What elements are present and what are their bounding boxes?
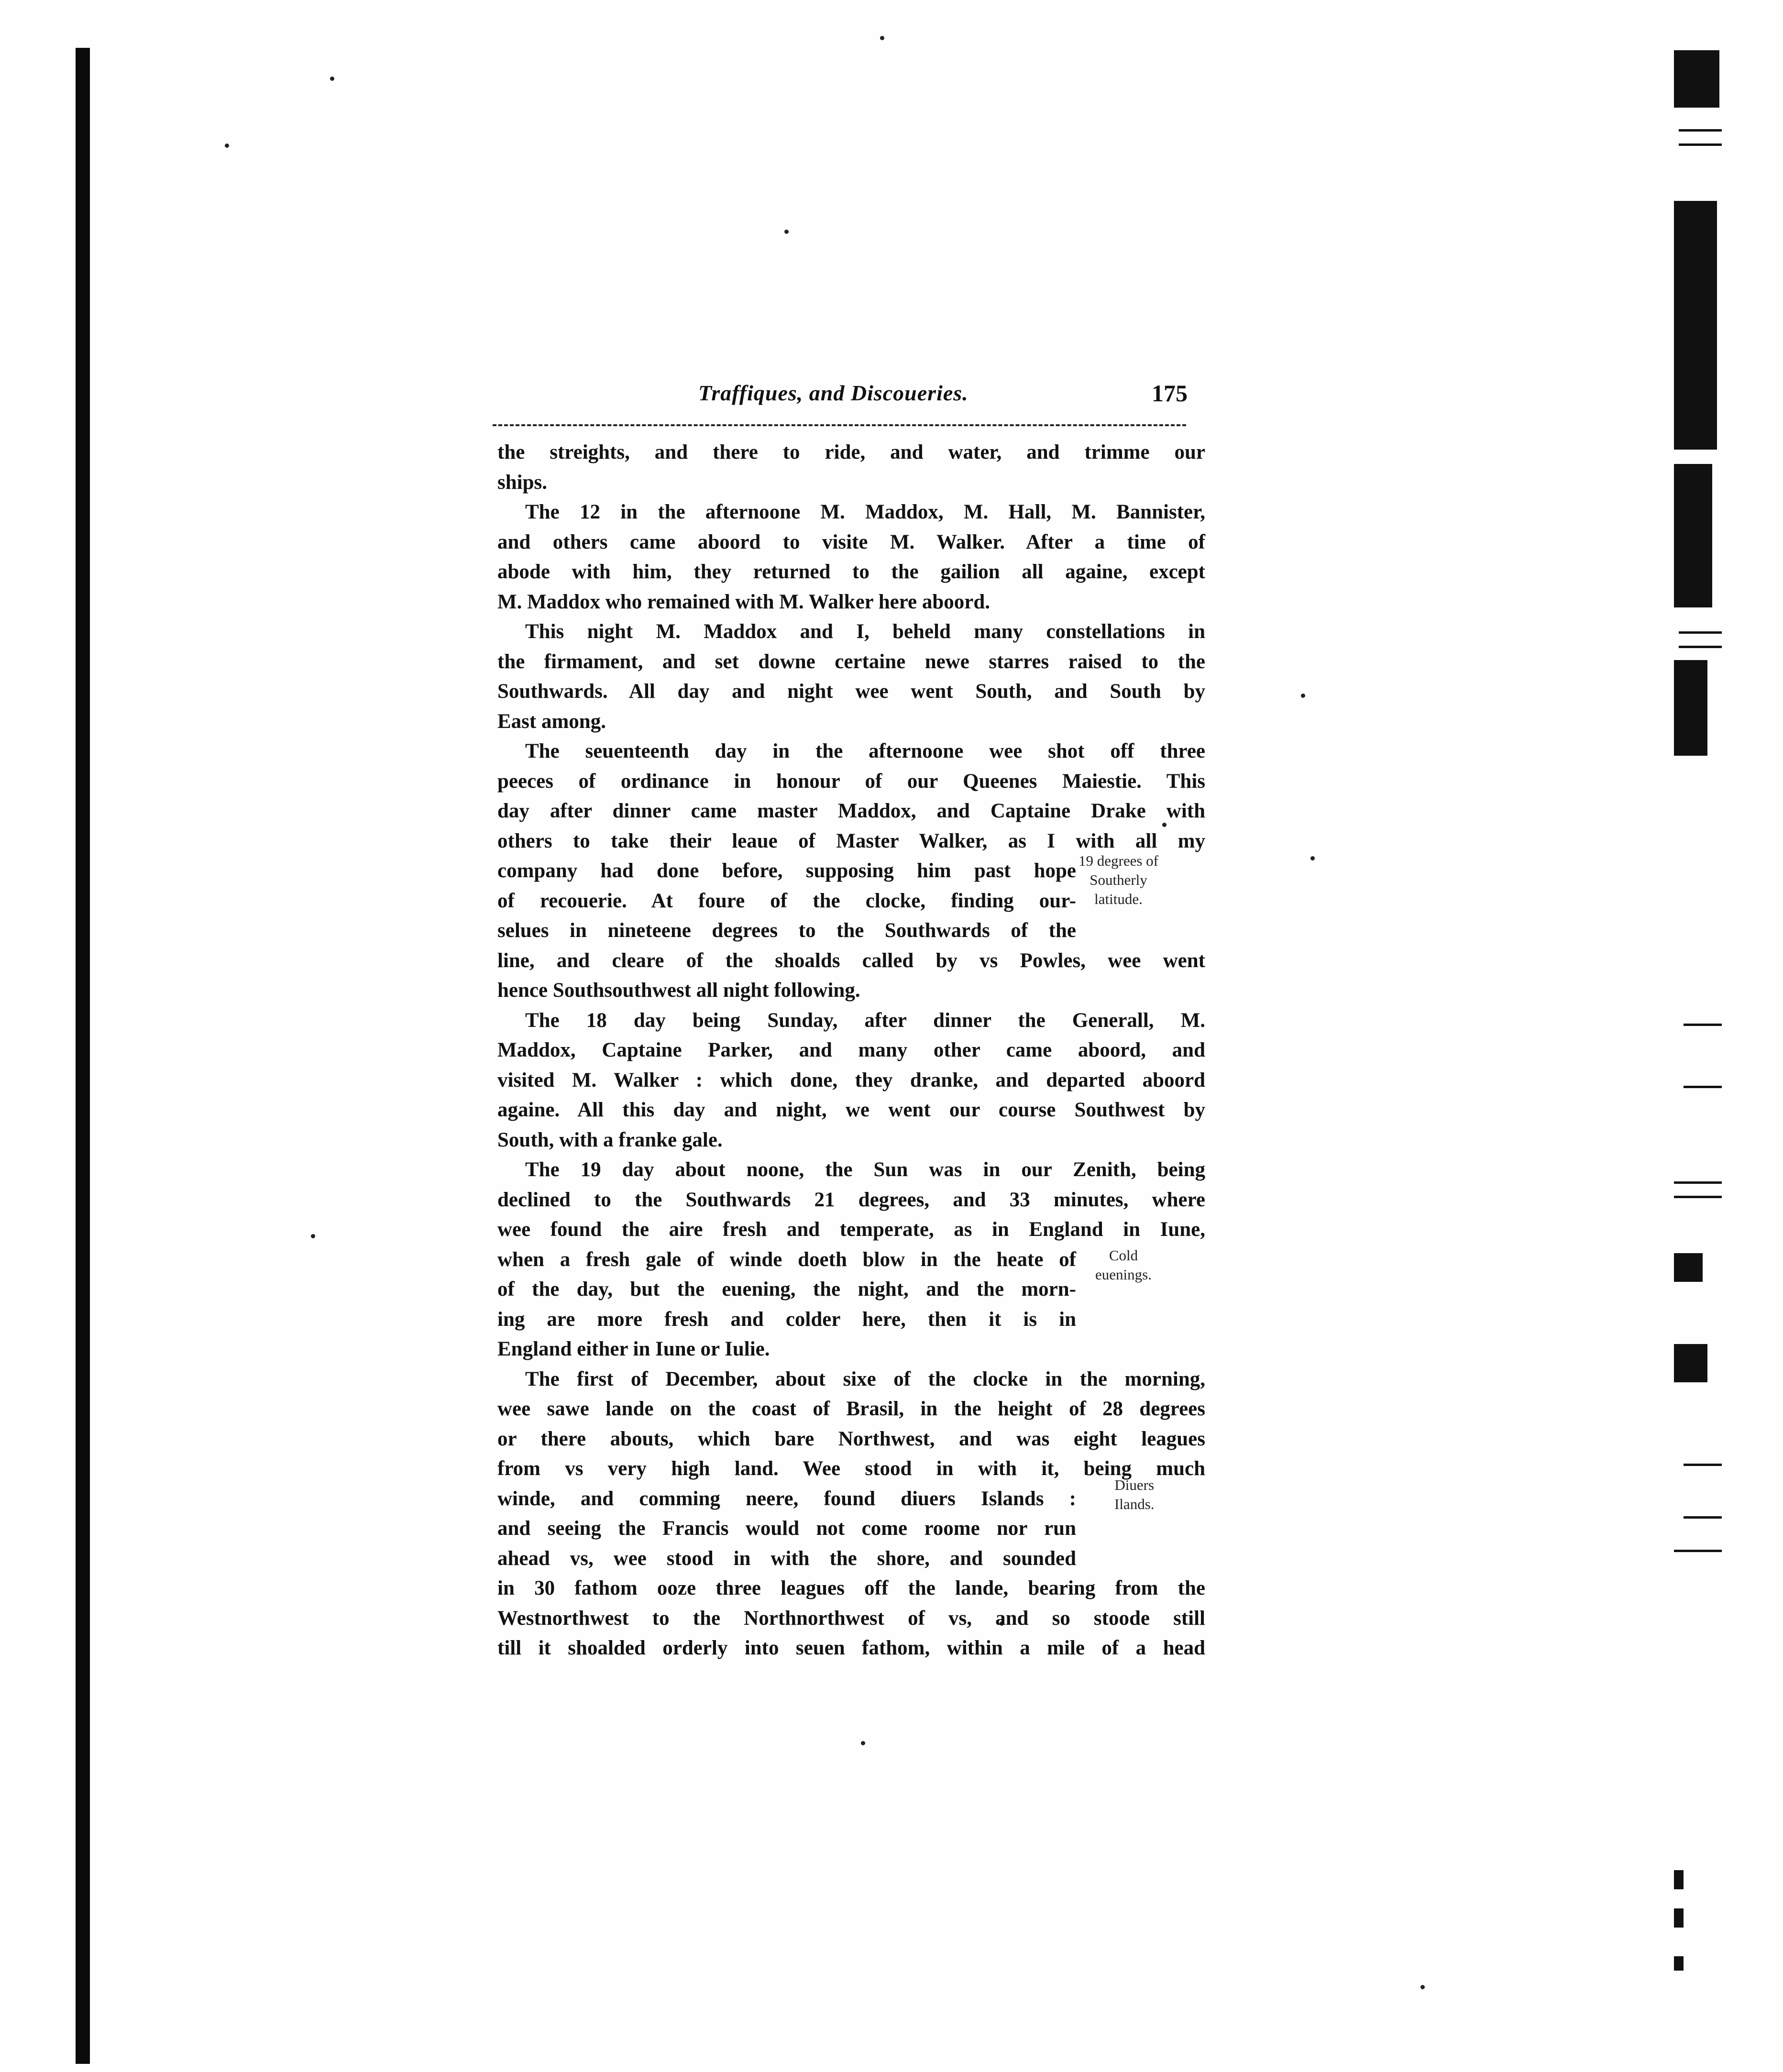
text-line: The 19 day about noone, the Sun was in our Zenith, being [525, 1158, 1205, 1181]
text-line: The seuenteenth day in the afternoone wee shot off three [525, 740, 1205, 762]
text-line: of the day, but the euening, the night, and the morn- [497, 1278, 1076, 1301]
text-line: againe. All this day and night, we went our course Southwest by [497, 1099, 1205, 1121]
text-line: The 18 day being Sunday, after dinner the Generall, M. [525, 1009, 1205, 1032]
text-line: abode with him, they returned to the gailion all againe, except [497, 561, 1205, 583]
scan-speck [861, 1741, 865, 1745]
text-line: wee sawe lande on the coast of Brasil, in the height of 28 degrees [497, 1398, 1205, 1420]
text-line: South, with a franke gale. [497, 1128, 723, 1151]
text-line: The 12 in the afternoone M. Maddox, M. Hall, M. Bannister, [525, 501, 1205, 523]
scan-speck [311, 1234, 315, 1238]
text-line: This night M. Maddox and I, beheld many constellations in [525, 620, 1205, 643]
text-line: The first of December, about sixe of the clocke in the morning, [525, 1367, 1205, 1390]
text-line: ing are more fresh and colder here, then it is in [497, 1308, 1076, 1331]
text-line: M. Maddox who remained with M. Walker here aboord. [497, 590, 991, 613]
header-rule [493, 424, 1186, 426]
text-line: Westnorthwest to the Northnorthwest of vs, and so stoode still [497, 1607, 1205, 1630]
body-text [497, 438, 1205, 1664]
text-line: the streights, and there to ride, and water, and trimme our [497, 441, 1205, 463]
text-line: declined to the Southwards 21 degrees, and 33 minutes, where [497, 1188, 1205, 1211]
text-line: hence Southsouthwest all night following. [497, 979, 860, 1002]
text-line: company had done before, supposing him past hope [497, 860, 1076, 882]
text-line: Maddox, Captaine Parker, and many other came aboord, and [497, 1039, 1205, 1061]
text-line: winde, and comming neere, found diuers Islands : [497, 1487, 1076, 1510]
text-line: wee found the aire fresh and temperate, as in England in Iune, [497, 1218, 1205, 1241]
text-line: or there abouts, which bare Northwest, and was eight leagues [497, 1427, 1205, 1450]
text-line: when a fresh gale of winde doeth blow in the heate of [497, 1248, 1076, 1271]
scan-speck [784, 230, 789, 234]
scan-speck [880, 36, 884, 40]
text-line: peeces of ordinance in honour of our Queenes Maiestie. This [497, 770, 1205, 793]
margin-note-diuers-ilands [1114, 1476, 1155, 1514]
text-line: from vs very high land. Wee stood in with it, being much [497, 1457, 1205, 1480]
text-line: Southwards. All day and night wee went South, and South by [497, 680, 1205, 703]
margin-note-line: Cold [1109, 1247, 1138, 1264]
scan-speck [1301, 694, 1305, 698]
text-line: ahead vs, wee stood in with the shore, and sounded [497, 1547, 1076, 1570]
text-line: selues in nineteene degrees to the Southwards of the [497, 919, 1076, 942]
text-line: visited M. Walker : which done, they dranke, and departed aboord [497, 1069, 1205, 1091]
text-line: and others came aboord to visite M. Walker. After a time of [497, 530, 1205, 553]
text-line: East among. [497, 710, 606, 733]
margin-note-line: Ilands. [1114, 1496, 1155, 1512]
scan-speck [330, 77, 334, 81]
scan-speck [1310, 856, 1315, 860]
margin-note-cold-euenings [1095, 1246, 1152, 1284]
running-head: Traffiques, and Discoueries. [698, 381, 969, 405]
text-line: the firmament, and set downe certaine newe starres raised to the [497, 650, 1205, 673]
margin-note-southerly-latitude [1079, 851, 1158, 909]
scan-speck [1420, 1985, 1425, 1989]
text-line: England either in Iune or Iulie. [497, 1338, 770, 1360]
text-line: and seeing the Francis would not come roome nor run [497, 1517, 1076, 1540]
margin-note-line: euenings. [1095, 1266, 1152, 1283]
text-line: line, and cleare of the shoalds called by vs Powles, wee went [497, 949, 1205, 972]
text-line: of recouerie. At foure of the clocke, finding our- [497, 889, 1076, 912]
text-line: others to take their leaue of Master Walker, as I with all my [497, 829, 1205, 852]
page-number: 175 [1152, 380, 1188, 407]
margin-note-line: latitude. [1094, 891, 1143, 907]
text-line: day after dinner came master Maddox, and Captaine Drake with [497, 800, 1205, 822]
margin-note-line: 19 degrees of [1079, 852, 1158, 869]
margin-note-line: Diuers [1114, 1477, 1155, 1493]
text-line: in 30 fathom ooze three leagues off the lande, bearing from the [497, 1577, 1205, 1599]
scan-speck [225, 143, 229, 148]
text-line: ships. [497, 471, 547, 494]
scan-right-edge-artifacts [1674, 43, 1727, 2033]
margin-note-line: Southerly [1090, 871, 1147, 888]
text-line: till it shoalded orderly into seuen fathom, within a mile of a head [497, 1637, 1205, 1659]
scan-binding-shadow [76, 48, 90, 2064]
